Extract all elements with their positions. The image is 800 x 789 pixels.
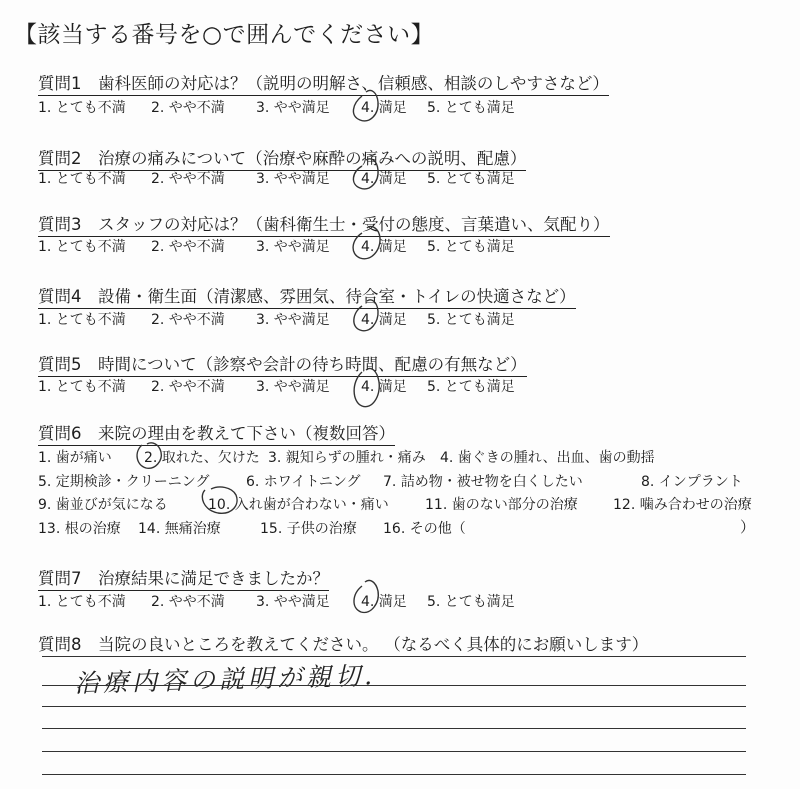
q3-option-1[interactable]: 1. とても不満 <box>38 239 126 255</box>
answer-line-5 <box>42 751 746 752</box>
q5-option-4[interactable]: 4. 満足 <box>361 379 407 395</box>
q3-option-3[interactable]: 3. やや満足 <box>256 239 330 255</box>
q6-option-16[interactable]: 16. その他（ <box>383 521 466 537</box>
q2-option-1[interactable]: 1. とても不満 <box>38 171 126 187</box>
q4-option-2[interactable]: 2. やや不満 <box>151 312 225 328</box>
q1-option-1[interactable]: 1. とても不満 <box>38 100 126 116</box>
q6-option-14[interactable]: 14. 無痛治療 <box>138 521 221 537</box>
q6-option-12[interactable]: 12. 噛み合わせの治療 <box>613 497 752 513</box>
question-2-title: 質問2 治療の痛みについて（治療や麻酔の痛みへの説明、配慮） <box>38 145 526 171</box>
q6-option-11[interactable]: 11. 歯のない部分の治療 <box>425 497 578 513</box>
q7-option-3[interactable]: 3. やや満足 <box>256 594 330 610</box>
q1-option-5[interactable]: 5. とても満足 <box>427 100 515 116</box>
q7-option-4[interactable]: 4. 満足 <box>361 594 407 610</box>
q6-option-8[interactable]: 8. インプラント <box>641 474 743 490</box>
q6-option-13[interactable]: 13. 根の治療 <box>38 521 121 537</box>
q4-option-1[interactable]: 1. とても不満 <box>38 312 126 328</box>
q7-option-5[interactable]: 5. とても満足 <box>427 594 515 610</box>
q3-option-2[interactable]: 2. やや不満 <box>151 239 225 255</box>
q3-option-5[interactable]: 5. とても満足 <box>427 239 515 255</box>
q6-option-5[interactable]: 5. 定期検診・クリーニング <box>38 474 210 490</box>
q4-option-5[interactable]: 5. とても満足 <box>427 312 515 328</box>
question-8-title <box>38 631 648 656</box>
question-8-label: 質問8 当院の良いところを教えてください。 <box>38 635 379 654</box>
answer-line-1 <box>42 656 746 657</box>
q7-option-2[interactable]: 2. やや不満 <box>151 594 225 610</box>
question-7-title: 質問7 治療結果に満足できましたか？ <box>38 565 329 591</box>
q6-option-3[interactable]: 3. 親知らずの腫れ・痛み <box>268 450 426 466</box>
q7-option-1[interactable]: 1. とても不満 <box>38 594 126 610</box>
q1-option-2[interactable]: 2. やや不満 <box>151 100 225 116</box>
q5-option-2[interactable]: 2. やや不満 <box>151 379 225 395</box>
answer-line-3 <box>42 706 746 707</box>
q2-option-5[interactable]: 5. とても満足 <box>427 171 515 187</box>
q4-option-3[interactable]: 3. やや満足 <box>256 312 330 328</box>
question-4-title: 質問4 設備・衛生面（清潔感、雰囲気、待合室・トイレの快適さなど） <box>38 283 576 309</box>
q6-option-15[interactable]: 15. 子供の治療 <box>260 521 357 537</box>
q2-option-4[interactable]: 4. 満足 <box>361 171 407 187</box>
q1-option-4[interactable]: 4. 満足 <box>361 100 407 116</box>
answer-line-6 <box>42 774 746 775</box>
q6-option-6[interactable]: 6. ホワイトニング <box>246 474 361 490</box>
question-1-title: 質問1 歯科医師の対応は？（説明の明解さ、信頼感、相談のしやすさなど） <box>38 70 609 96</box>
handwritten-answer[interactable]: 治療内容の説明が親切. <box>73 661 377 698</box>
q4-option-4[interactable]: 4. 満足 <box>361 312 407 328</box>
q5-option-1[interactable]: 1. とても不満 <box>38 379 126 395</box>
answer-line-4 <box>42 728 746 729</box>
question-8-note: （なるべく具体的にお願いします） <box>392 635 649 654</box>
q1-option-3[interactable]: 3. やや満足 <box>256 100 330 116</box>
instruction-header: 【該当する番号を○で囲んでください】 <box>14 22 435 48</box>
question-3-title: 質問3 スタッフの対応は？（歯科衛生士・受付の態度、言葉遣い、気配り） <box>38 211 610 237</box>
answer-line-2 <box>42 685 746 686</box>
q3-option-4[interactable]: 4. 満足 <box>361 239 407 255</box>
other-close-paren: ） <box>740 518 756 536</box>
question-6-title: 質問6 来院の理由を教えて下さい（複数回答） <box>38 420 395 446</box>
q6-option-4[interactable]: 4. 歯ぐきの腫れ、出血、歯の動揺 <box>440 450 655 466</box>
q2-option-3[interactable]: 3. やや満足 <box>256 171 330 187</box>
q6-option-2[interactable]: 2. 取れた、欠けた <box>144 450 260 466</box>
q2-option-2[interactable]: 2. やや不満 <box>151 171 225 187</box>
q6-option-7[interactable]: 7. 詰め物・被せ物を白くしたい <box>383 474 583 490</box>
q6-option-10[interactable]: 10. 入れ歯が合わない・痛い <box>208 497 389 513</box>
question-5-title: 質問5 時間について（診察や会計の待ち時間、配慮の有無など） <box>38 351 527 377</box>
q6-option-9[interactable]: 9. 歯並びが気になる <box>38 497 168 513</box>
q5-option-5[interactable]: 5. とても満足 <box>427 379 515 395</box>
q6-option-1[interactable]: 1. 歯が痛い <box>38 450 112 466</box>
q5-option-3[interactable]: 3. やや満足 <box>256 379 330 395</box>
